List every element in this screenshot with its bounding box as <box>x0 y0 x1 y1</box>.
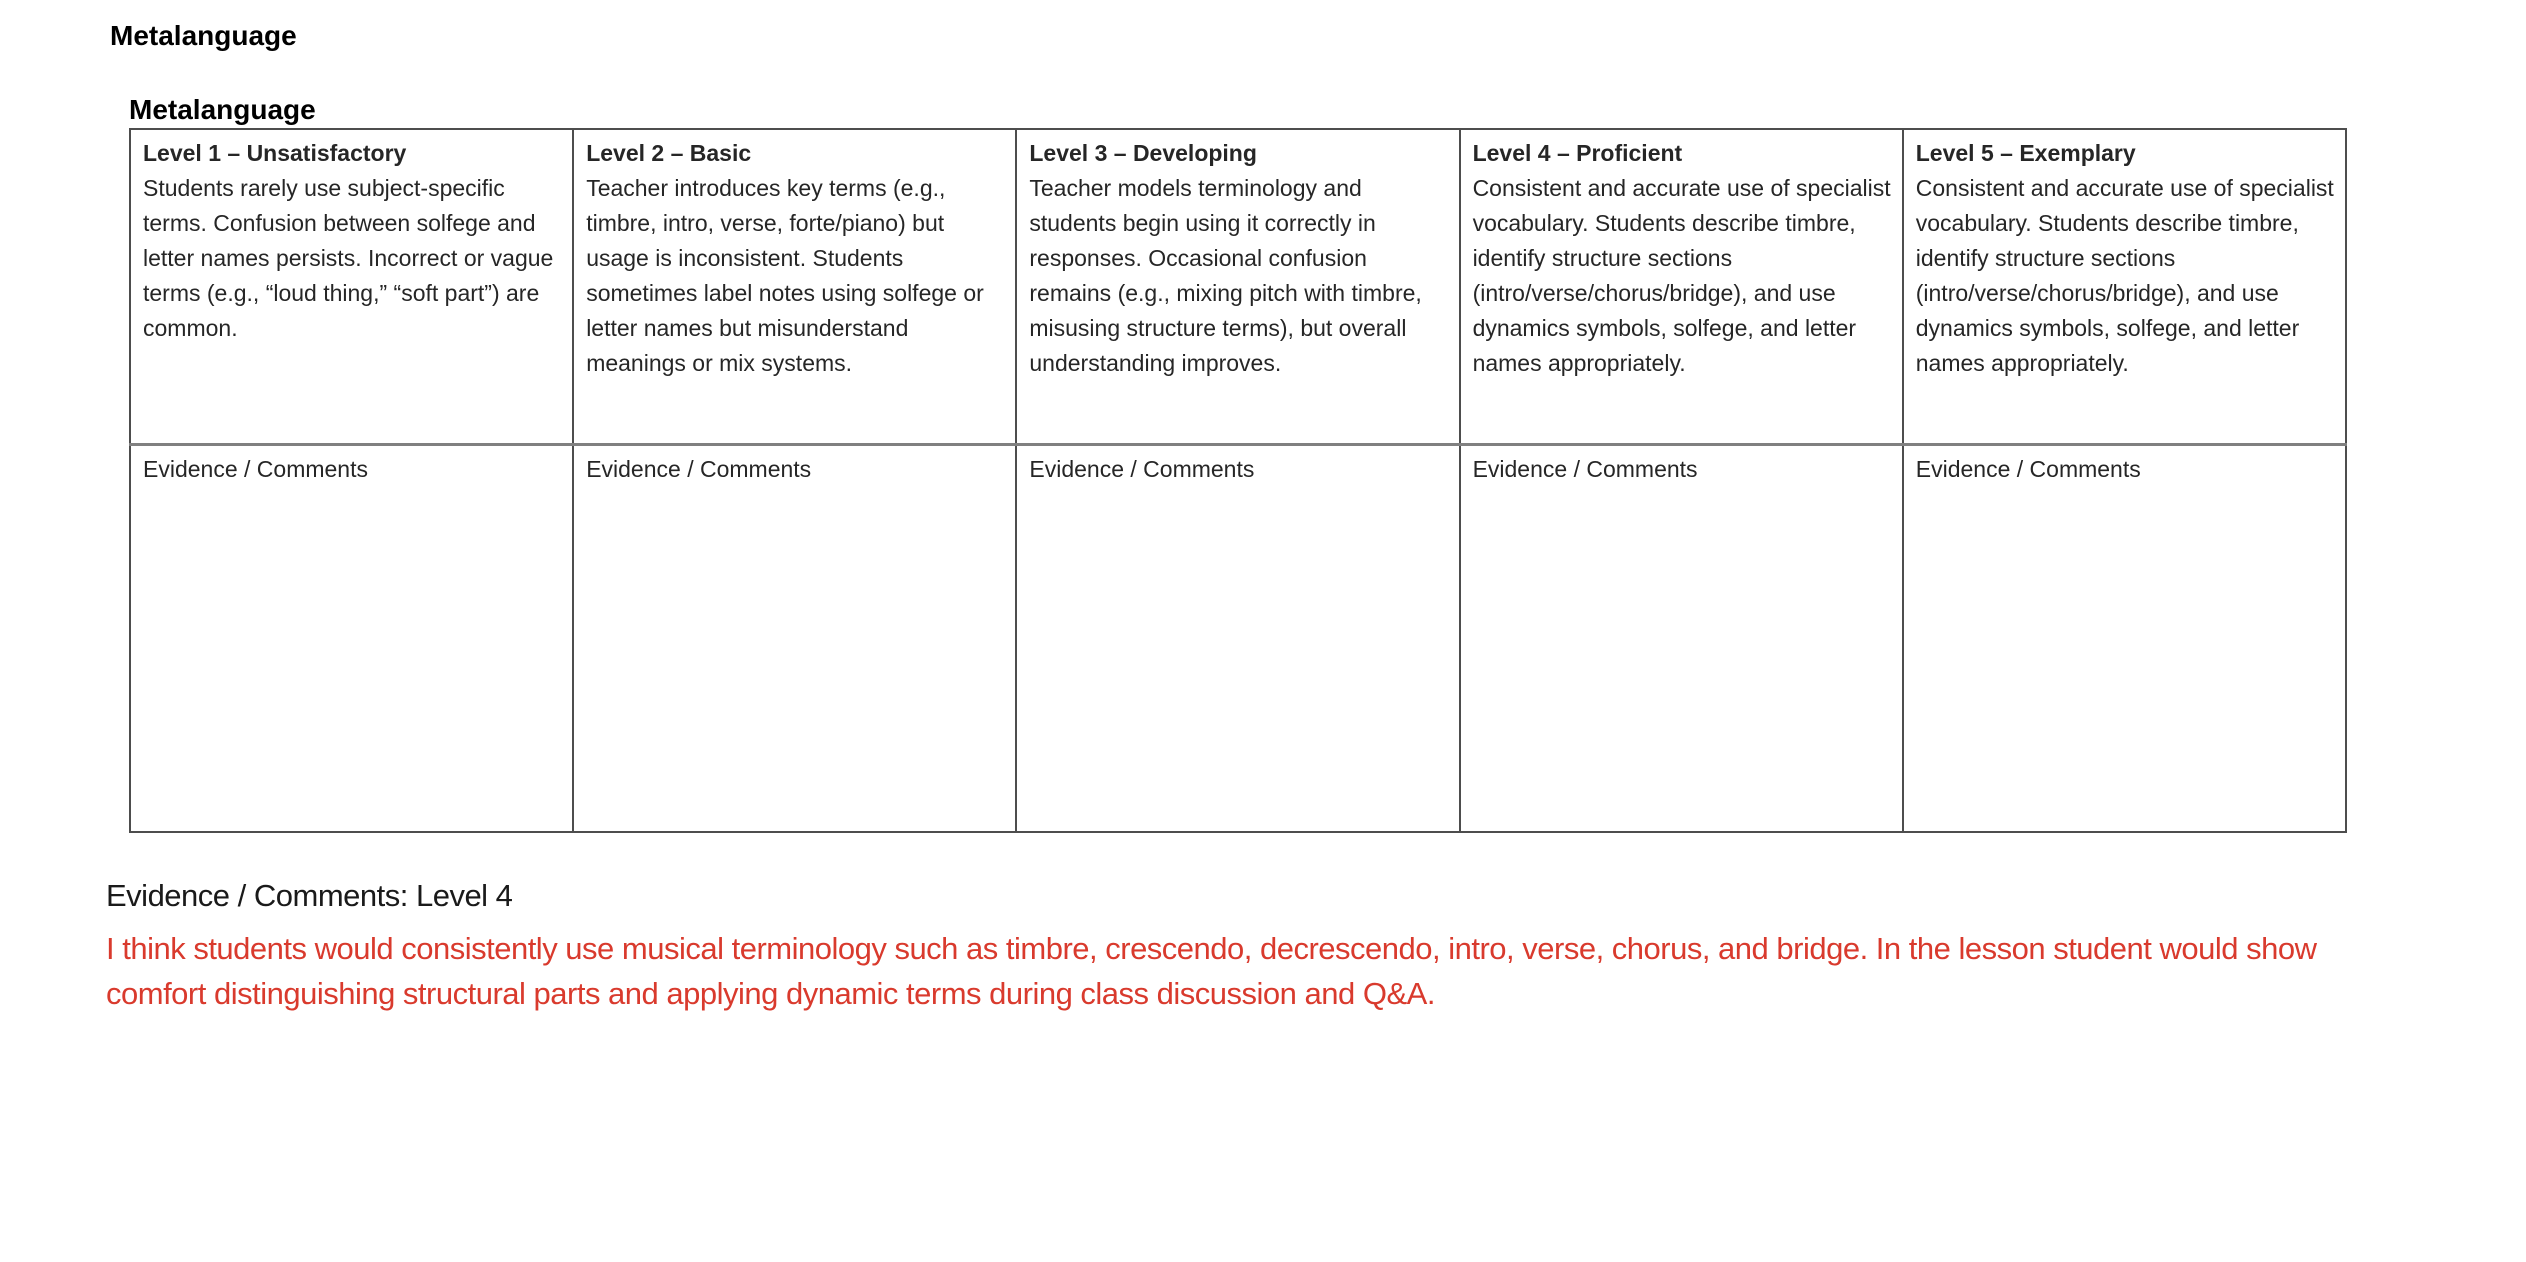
clipped-heading-text: Metalanguage <box>129 94 316 125</box>
rubric-level-cell-4 <box>1460 129 1903 444</box>
evidence-cell-2 <box>573 444 1016 832</box>
evidence-cell-label: Evidence / Comments <box>1915 455 2141 482</box>
level-4-title: Level 4 – Proficient <box>1472 140 1683 166</box>
evidence-cell-label: Evidence / Comments <box>586 455 812 482</box>
rubric-evidence-row <box>130 444 2346 832</box>
rubric-level-cell-2 <box>573 129 1016 444</box>
level-1-title: Level 1 – Unsatisfactory <box>143 140 407 166</box>
clipped-heading <box>129 94 529 127</box>
evidence-cell-label: Evidence / Comments <box>1472 455 1698 482</box>
rubric-level-cell-1 <box>130 129 573 444</box>
level-3-title: Level 3 – Developing <box>1029 140 1257 166</box>
page-title: Metalanguage <box>110 20 297 51</box>
evidence-cell-4 <box>1460 444 1903 832</box>
evaluation-comment: I think students would consistently use musical terminology such as timbre, crescendo, decrescendo, intro, verse, chorus, and bridge. In the lesson student would show comfort distinguishing structural parts and applying dynamic terms during class discussion and Q&A. <box>106 931 2317 1011</box>
evidence-cell-5 <box>1903 444 2346 832</box>
evidence-cell-1 <box>130 444 573 832</box>
level-2-description: Teacher introduces key terms (e.g., timbre, intro, verse, forte/piano) but usage is inconsistent. Students sometimes label notes using solfege or letter names but misunderstand meanings or mix systems. <box>586 175 984 376</box>
level-1-description: Students rarely use subject-specific terms. Confusion between solfege and letter names persists. Incorrect or vague terms (e.g., “loud thing,” “soft part”) are common. <box>143 175 554 341</box>
evidence-cell-3 <box>1016 444 1459 832</box>
level-3-description: Teacher models terminology and students begin using it correctly in responses. Occasional confusion remains (e.g., mixing pitch with timbre, misusing structure terms), but overall understanding improves. <box>1029 175 1422 376</box>
rubric-level-cell-5 <box>1903 129 2346 444</box>
rubric-level-cell-3 <box>1016 129 1459 444</box>
level-5-description: Consistent and accurate use of specialist vocabulary. Students describe timbre, identify structure sections (intro/verse/chorus/bridge), and use dynamics symbols, solfege, and letter names appropriately. <box>1915 175 2334 376</box>
level-5-title: Level 5 – Exemplary <box>1915 140 2136 166</box>
evaluation-heading: Evidence / Comments: Level 4 <box>106 878 513 913</box>
level-2-title: Level 2 – Basic <box>586 140 752 166</box>
evidence-cell-label: Evidence / Comments <box>1029 455 1255 482</box>
evidence-cell-label: Evidence / Comments <box>143 455 368 482</box>
level-4-description: Consistent and accurate use of specialist vocabulary. Students describe timbre, identify structure sections (intro/verse/chorus/bridge), and use dynamics symbols, solfege, and letter names appropriately. <box>1472 175 1891 376</box>
rubric-table <box>129 128 2347 833</box>
rubric-level-row <box>130 129 2346 444</box>
